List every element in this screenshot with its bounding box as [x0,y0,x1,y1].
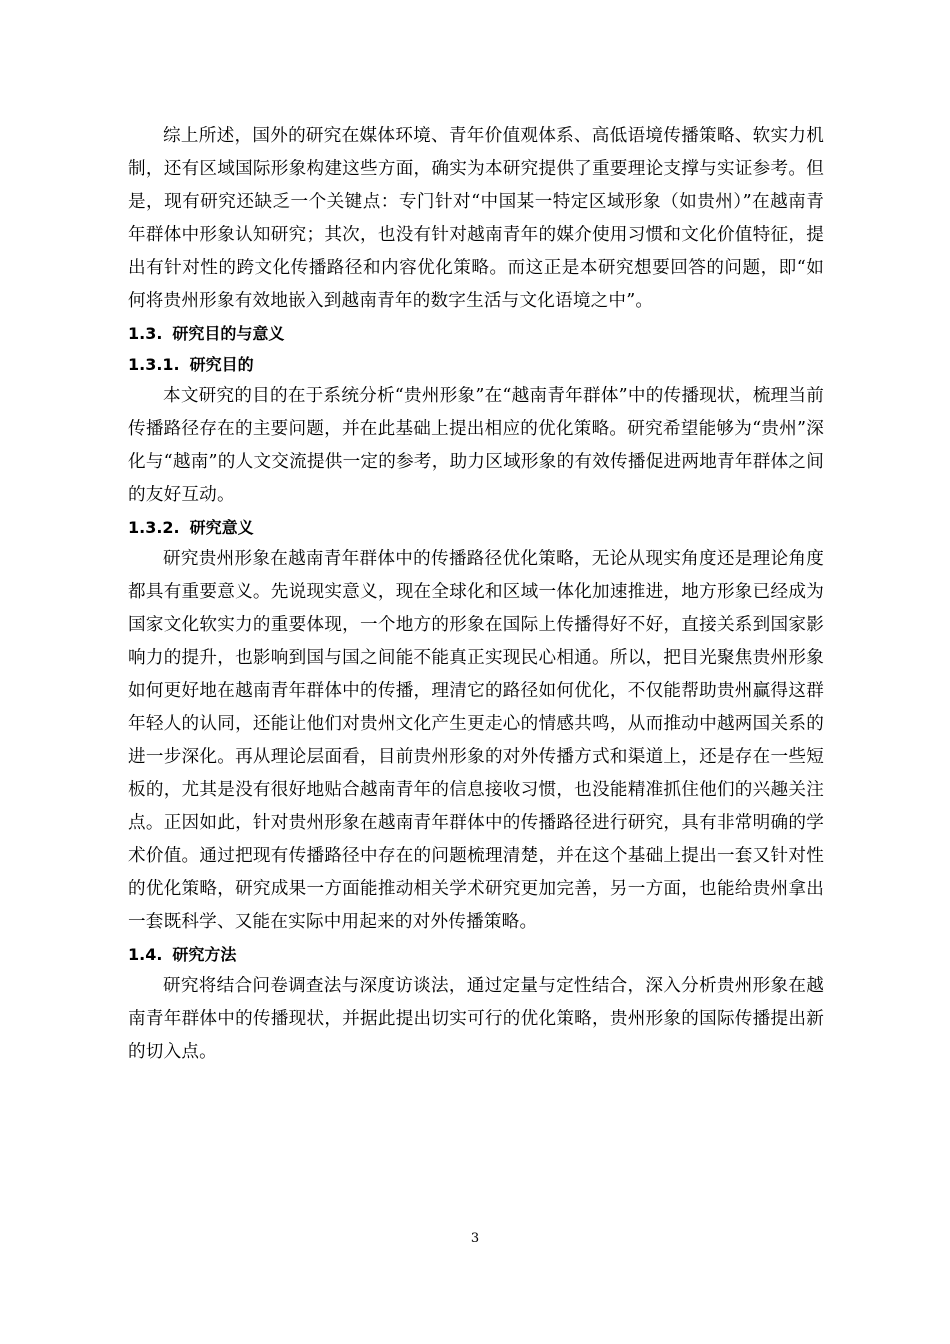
section-number: 1.3. [128,324,163,343]
section-number: 1.4. [128,945,163,964]
paragraph-methods: 研究将结合问卷调查法与深度访谈法，通过定量与定性结合，深入分析贵州形象在越南青年群体中的传播现状，并据此提出切实可行的优化策略，贵州形象的国际传播提出新的切入点。 [128,976,824,1062]
page-content [128,120,824,1069]
section-title: 研究意义 [189,518,254,537]
page-number: 3 [470,1231,480,1246]
section-heading-1-3-1 [128,349,824,380]
section-title: 研究方法 [172,945,237,964]
section-title: 研究目的 [189,355,254,374]
section-heading-1-3-2 [128,512,824,543]
paragraph-significance: 研究贵州形象在越南青年群体中的传播路径优化策略，无论从现实角度还是理论角度都具有重要意义。先说现实意义，现在全球化和区域一体化加速推进，地方形象已经成为国家文化软实力的重要体现，一个地方的形象在国际上传播得好不好，直接关系到国家影响力的提升，也影响到国与国之间能不能真正实现民心相通。所以，把目光聚焦贵州形象如何更好地在越南青年群体中的传播，理清它的路径如何优化，不仅能帮助贵州赢得这群年轻人的认同，还能让他们对贵州文化产生更走心的情感共鸣，从而推动中越两国关系的进一步深化。再从理论层面看，目前贵州形象的对外传播方式和渠道上，还是存在一些短板的，尤其是没有很好地贴合越南青年的信息接收习惯，也没能精准抓住他们的兴趣关注点。正因如此，针对贵州形象在越南青年群体中的传播路径进行研究，具有非常明确的学术价值。通过把现有传播路径中存在的问题梳理清楚，并在这个基础上提出一套又针对性的优化策略，研究成果一方面能推动相关学术研究更加完善，另一方面，也能给贵州拿出一套既科学、又能在实际中用起来的对外传播策略。 [128,549,824,932]
paragraph-summary: 综上所述，国外的研究在媒体环境、青年价值观体系、高低语境传播策略、软实力机制，还有区域国际形象构建这些方面，确实为本研究提供了重要理论支撑与实证参考。但是，现有研究还缺乏一个关键点：专门针对“中国某一特定区域形象（如贵州）”在越南青年群体中形象认知研究；其次，也没有针对越南青年的媒介使用习惯和文化价值特征，提出有针对性的跨文化传播路径和内容优化策略。而这正是本研究想要回答的问题，即“如何将贵州形象有效地嵌入到越南青年的数字生活与文化语境之中”。 [128,126,824,311]
section-heading-1-4 [128,939,824,970]
section-heading-1-3 [128,318,824,349]
section-title: 研究目的与意义 [172,324,285,343]
section-number: 1.3.2. [128,518,180,537]
section-number: 1.3.1. [128,355,180,374]
paragraph-purpose: 本文研究的目的在于系统分析“贵州形象”在“越南青年群体”中的传播现状，梳理当前传播路径存在的主要问题，并在此基础上提出相应的优化策略。研究希望能够为“贵州”深化与“越南”的人文交流提供一定的参考，助力区域形象的有效传播促进两地青年群体之间的友好互动。 [128,386,824,505]
